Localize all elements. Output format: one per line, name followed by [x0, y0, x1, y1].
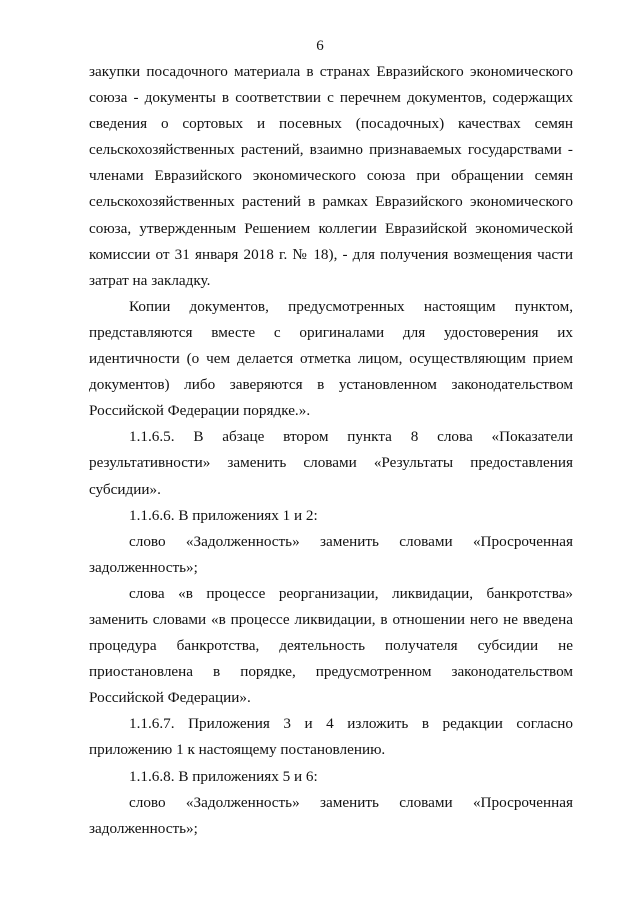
paragraph-1-1-6-8: 1.1.6.8. В приложениях 5 и 6:	[129, 767, 318, 785]
paragraph-words-replacement: слова «в процессе реорганизации, ликвидации, банкротства» заменить словами «в процессе ликвидации, в отношении него не введена процедура банкротства, деятельность получателя субсидии не приостановлена в порядке, предусмотренном законодательством Российской Федерации».	[89, 584, 573, 707]
paragraph-1-1-6-6: 1.1.6.6. В приложениях 1 и 2:	[129, 506, 318, 524]
paragraph-word-replacement: слово «Задолженность» заменить словами «Просроченная задолженность»;	[89, 532, 573, 576]
paragraph-continuation: закупки посадочного материала в странах Евразийского экономического союза - документы в соответствии с перечнем документов, содержащих сведения о сортовых и посевных (посадочных) качествах семян сельскохозяйственных растений, взаимно признаваемых государствами - членами Евразийского экономического союза при обращении семян сельскохозяйственных растений в рамках Евразийского экономического союза, утвержденным Решением коллегии Евразийской экономической комиссии от 31 января 2018 г. № 18), - для получения возмещения части затрат на закладку.	[89, 63, 573, 289]
paragraph-1-1-6-5: 1.1.6.5. В абзаце втором пункта 8 слова «Показатели результативности» заменить словами «Результаты предоставления субсидии».	[89, 428, 573, 498]
document-body	[89, 59, 573, 842]
paragraph-1-1-6-7: 1.1.6.7. Приложения 3 и 4 изложить в редакции согласно приложению 1 к настоящему постановлению.	[89, 715, 573, 759]
page-number: 6	[316, 38, 324, 54]
paragraph-word-replacement-2: слово «Задолженность» заменить словами «Просроченная задолженность»;	[89, 793, 573, 837]
paragraph-copies: Копии документов, предусмотренных настоящим пунктом, представляются вместе с оригиналами для удостоверения их идентичности (о чем делается отметка лицом, осуществляющим прием документов) либо заверяются в установленном законодательством Российской Федерации порядке.».	[89, 297, 573, 420]
